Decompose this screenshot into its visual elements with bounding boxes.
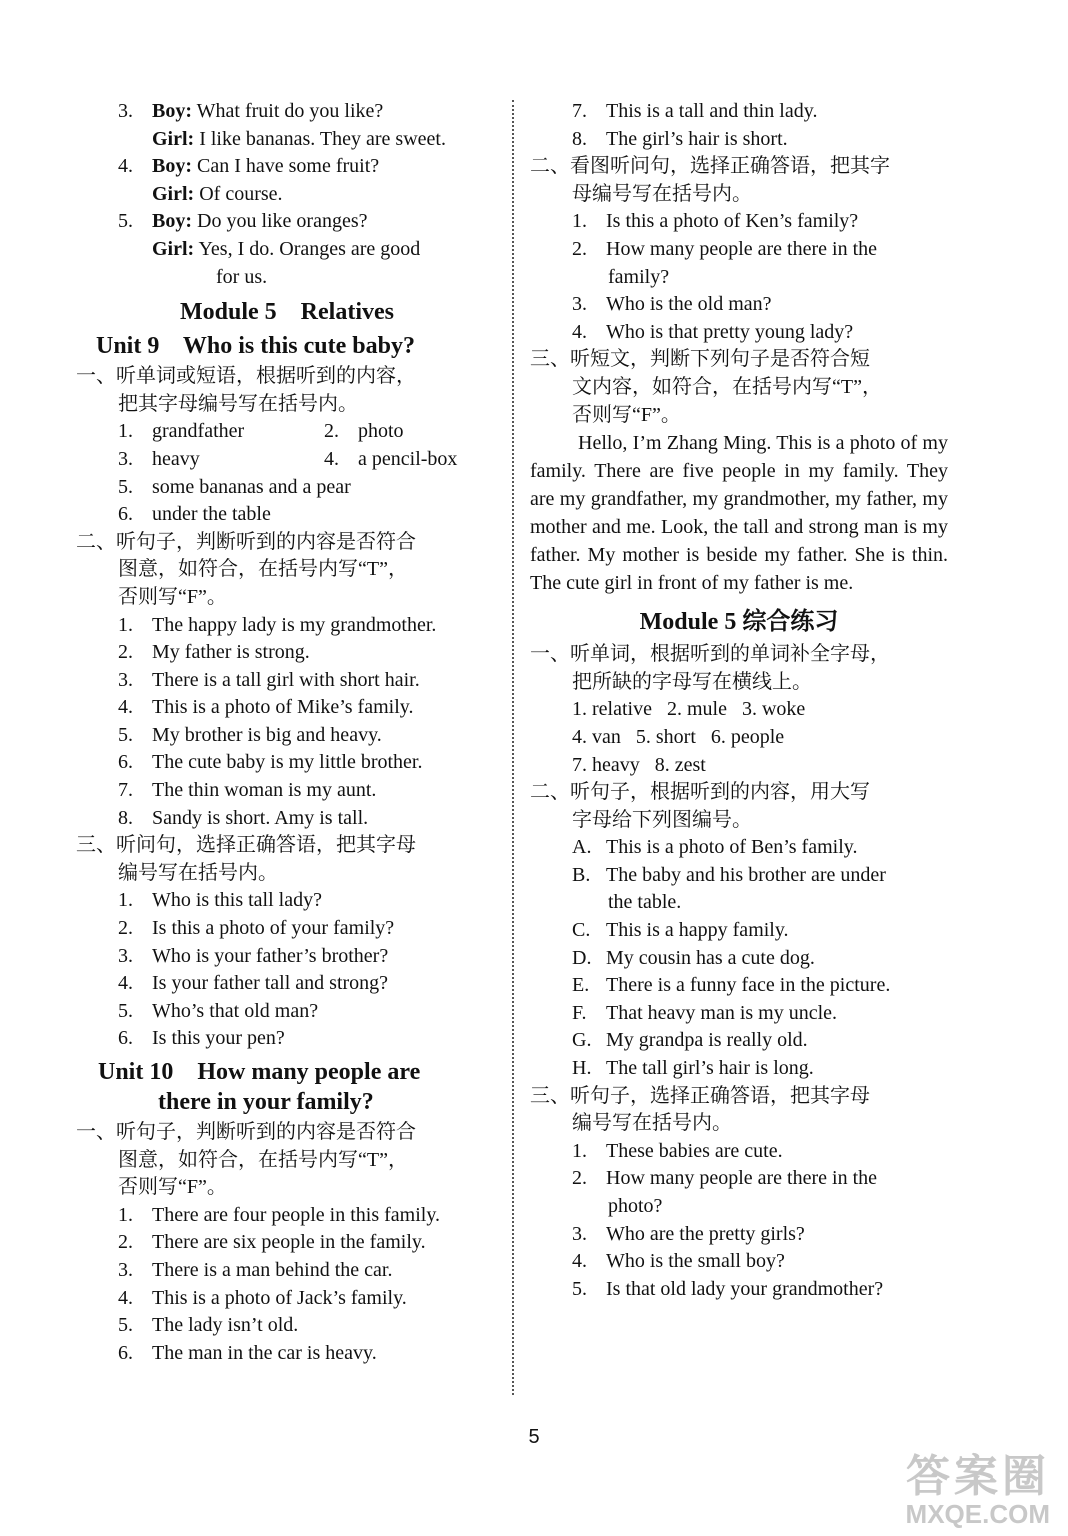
unit-title: Unit 10 How many people are [98,1059,421,1085]
dialogue-line: Girl: Of course. [152,182,283,205]
section-heading: 图意，如符合，在括号内写“T”， [118,558,408,581]
list-item: 3. There is a man behind the car. [118,1258,393,1281]
list-item: 5. Is that old lady your grandmother? [572,1277,884,1300]
section-heading: 一、听单词，根据听到的单词补全字母， [530,643,890,666]
unit-title: Unit 9 Who is this cute baby? [96,333,415,360]
list-item: 1. Is this a photo of Ken’s family? [572,210,859,233]
word-row: 4. van 5. short 6. people [572,725,785,748]
list-item: 5. My brother is big and heavy. [118,723,382,746]
section-heading: 三、听短文，判断下列句子是否符合短 [530,348,870,371]
section-heading: 否则写“F”。 [572,403,681,426]
list-item: 1. There are four people in this family. [118,1203,441,1226]
list-item: 6. The cute baby is my little brother. [118,751,423,774]
list-item: 3. Who is your father’s brother? [118,944,389,967]
list-item: 6. Is this your pen? [118,1027,285,1050]
list-item: 1. Who is this tall lady? [118,889,322,912]
list-item-continuation: the table. [608,891,682,914]
watermark-en: MXQE.COM [905,1499,1050,1529]
list-item-continuation: family? [608,265,670,288]
section-heading: 三、听句子，选择正确答语，把其字母 [530,1084,870,1107]
list-item: B. The baby and his brother are under [572,863,886,886]
list-item: 2. How many people are there in the [572,237,878,260]
review-title: Module 5 综合练习 [639,609,839,636]
section-heading: 字母给下列图编号。 [572,808,752,831]
list-item-continuation: photo? [608,1195,663,1217]
list-item: C. This is a happy family. [572,919,789,942]
list-item: 6. under the table [118,503,271,526]
list-item: 2. There are six people in the family. [118,1231,426,1254]
section-heading: 母编号写在括号内。 [572,182,752,205]
dialogue-line: Girl: I like bananas. They are sweet. [152,127,446,150]
section-heading: 二、听句子，判断听到的内容是否符合 [76,530,416,553]
dialogue-line: Girl: Yes, I do. Oranges are good [152,237,421,260]
list-item: H. The tall girl’s hair is long. [572,1057,814,1080]
section-heading: 图意，如符合，在括号内写“T”， [118,1148,408,1171]
list-item: A. This is a photo of Ben’s family. [572,836,858,859]
list-item: 8. The girl’s hair is short. [572,127,788,150]
list-item: 3. heavy 4. a pencil-box [118,447,458,470]
list-item: E. There is a funny face in the picture. [572,974,891,997]
watermark [906,1454,1050,1528]
module-title: Module 5 Relatives [180,299,394,326]
list-item: 7. This is a tall and thin lady. [572,100,818,122]
list-item: 4. Who is that pretty young lady? [572,320,854,343]
list-item: 1. The happy lady is my grandmother. [118,613,437,636]
list-item: 2. Is this a photo of your family? [118,917,395,940]
list-item: 1. These babies are cute. [572,1139,783,1162]
section-heading: 一、听句子，判断听到的内容是否符合 [76,1121,416,1143]
list-item: 4. Who is the small boy? [572,1250,785,1273]
section-heading: 否则写“F”。 [118,585,227,608]
list-item: 5. some bananas and a pear [118,475,351,498]
list-item: 8. Sandy is short. Amy is tall. [118,806,369,829]
list-item: 3. Who are the pretty girls? [572,1222,805,1245]
list-item: 3. There is a tall girl with short hair. [118,668,420,691]
list-item: 7. The thin woman is my aunt. [118,779,377,802]
page-number: 5 [528,1426,540,1448]
list-item: 5. The lady isn’t old. [118,1314,299,1337]
right-column [530,98,948,1303]
section-heading: 编号写在括号内。 [572,1112,732,1135]
passage: Hello, I’m Zhang Ming. This is a photo of my family. There are five people in my family. They are my grandfather, my grandmother, my father, my mother and me. Look, the tall and strong man is my father. My mother is beside my father. She is thin. The cute girl in front of my father is me. [530,432,948,595]
list-item: 4. This is a photo of Mike’s family. [118,696,414,719]
section-heading: 编号写在括号内。 [118,861,278,884]
list-item: G. My grandpa is really old. [572,1029,808,1052]
list-item: 5. Who’s that old man? [118,999,319,1022]
left-column [76,98,498,1367]
dialogue-line: 5. Boy: Do you like oranges? [118,210,368,233]
list-item: 4. This is a photo of Jack’s family. [118,1286,407,1309]
list-item: 2. My father is strong. [118,641,310,664]
list-item: 4. Is your father tall and strong? [118,972,389,995]
list-item: 2. How many people are there in the [572,1167,878,1190]
section-heading: 三、听问句，选择正确答语，把其字母 [76,834,416,857]
watermark-cn: 答案圈 [906,1452,1050,1501]
section-heading: 二、看图听问句，选择正确答语，把其字 [530,155,890,178]
list-item: 6. The man in the car is heavy. [118,1341,377,1364]
dialogue-line: for us. [216,265,268,288]
section-heading: 文内容，如符合，在括号内写“T”， [572,375,882,398]
column-divider [512,100,514,1395]
unit-title: there in your family? [158,1089,374,1115]
list-item: D. My cousin has a cute dog. [572,946,815,969]
section-heading: 把其字母编号写在括号内。 [118,392,358,415]
section-heading: 否则写“F”。 [118,1176,227,1199]
dialogue-line: 3. Boy: What fruit do you like? [118,100,384,122]
dialogue-line: 4. Boy: Can I have some fruit? [118,155,380,178]
list-item: F. That heavy man is my uncle. [572,1001,838,1024]
word-row: 1. relative 2. mule 3. woke [572,698,806,721]
section-heading: 二、听句子，根据听到的内容，用大写 [530,781,870,804]
list-item: 3. Who is the old man? [572,293,772,316]
section-heading: 一、听单词或短语，根据听到的内容， [76,365,416,388]
list-item: 1. grandfather 2. photo [118,420,404,443]
section-heading: 把所缺的字母写在横线上。 [572,670,812,693]
word-row: 7. heavy 8. zest [572,753,706,776]
